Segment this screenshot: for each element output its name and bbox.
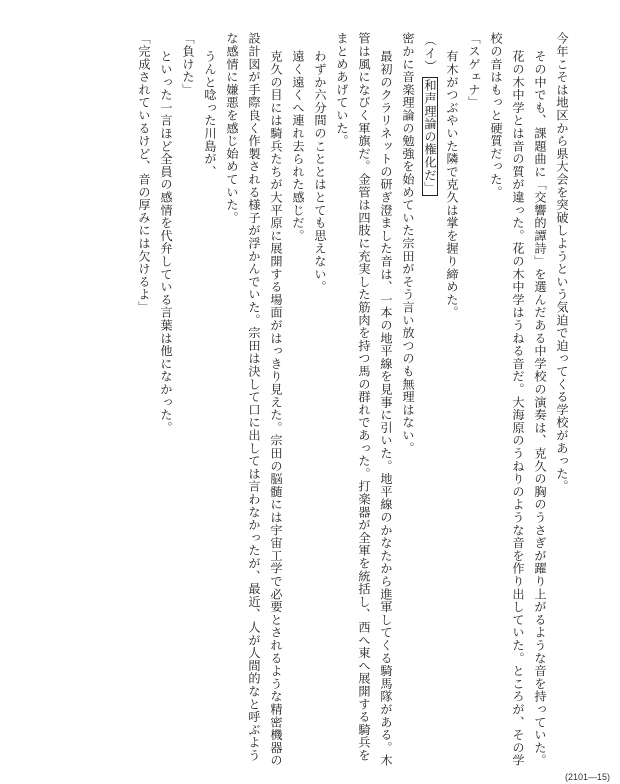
- column-text: 管は風になびく軍旗だ。金管は四肢に充実した筋肉を持つ馬の群れであった。打楽器が全軍を統括し、西へ東へ展開する騎兵を: [357, 32, 371, 762]
- column-text: な感情に嫌悪を感じ始めていた。: [225, 32, 239, 224]
- text-column: [226, 32, 238, 224]
- column-text: わずか六分間のこととはとても思えない。: [313, 50, 327, 294]
- text-column: [160, 50, 172, 434]
- column-text: その中でも、課題曲に「交響的譚詩」を選んだある中学校の演奏は、克久の胸のうさぎが躍り上がるような音を持っていた。: [533, 50, 547, 767]
- text-column: [468, 32, 480, 109]
- column-text: 最初のクラリネットの研ぎ澄ました音は、一本の地平線を見事に引いた。地平線のかなたから進軍してくる騎馬隊がある。木: [379, 50, 393, 767]
- text-column: [534, 50, 546, 767]
- column-text: 今年こそは地区から県大会を突破しようという気迫で迫ってくる学校があった。: [555, 32, 569, 493]
- text-column: [490, 32, 502, 198]
- text-column: [270, 50, 282, 767]
- text-column: [358, 32, 370, 762]
- column-text: うんと唸った川島が、: [203, 50, 217, 178]
- text-column: [204, 50, 216, 178]
- column-text: 花の木中学とは音の質が違った。花の木中学はうねる音だ。大海原のうねりのような音を作り出していた。ところが、その学: [511, 50, 525, 767]
- boxed-phrase: 和声理論の権化だ」: [423, 78, 437, 195]
- text-column: [424, 34, 436, 196]
- column-text: 有木がつぶやいた隣で克久は掌を握り締めた。: [445, 50, 459, 319]
- underline-marker: （イ）: [423, 34, 437, 73]
- column-text: 密かに音楽理論の勉強を始めていた宗田がそう言い放つのも無理はない。: [401, 32, 415, 455]
- text-column: [182, 32, 194, 96]
- page-number: (2101―15): [564, 772, 610, 782]
- text-column: [402, 32, 414, 454]
- column-text: 「負けた」: [181, 32, 195, 96]
- column-text: 設計図が手際良く作製される様子が浮かんでいた。宗田は決して口に出しては言わなかったが、最近、人が人間的なと呼ぶよう: [247, 32, 261, 762]
- text-column: [314, 50, 326, 293]
- column-text: 克久の目には騎兵たちが大平原に展開する場面がはっきり見えた。宗田の脳髄には宇宙工学で必要とされるような精密機器の: [269, 50, 283, 767]
- column-text: まとめあげていた。: [335, 32, 349, 148]
- text-column: [292, 50, 304, 242]
- column-text: 「スゲェナ」: [467, 32, 481, 109]
- column-text: 遠く遠くへ連れ去られた感じだ。: [291, 50, 305, 242]
- text-column: [248, 32, 260, 762]
- text-column: [380, 50, 392, 767]
- column-text: 「完成されているけど、音の厚みには欠けるよ」: [137, 32, 151, 314]
- text-column: [336, 32, 348, 147]
- column-text: といった一言ほど全員の感情を代弁している言葉は他になかった。: [159, 50, 173, 434]
- text-column: [512, 50, 524, 767]
- text-column: [556, 32, 568, 493]
- column-text: 校の音はもっと硬質だった。: [489, 32, 503, 199]
- text-column: [138, 32, 150, 314]
- text-column: [446, 50, 458, 319]
